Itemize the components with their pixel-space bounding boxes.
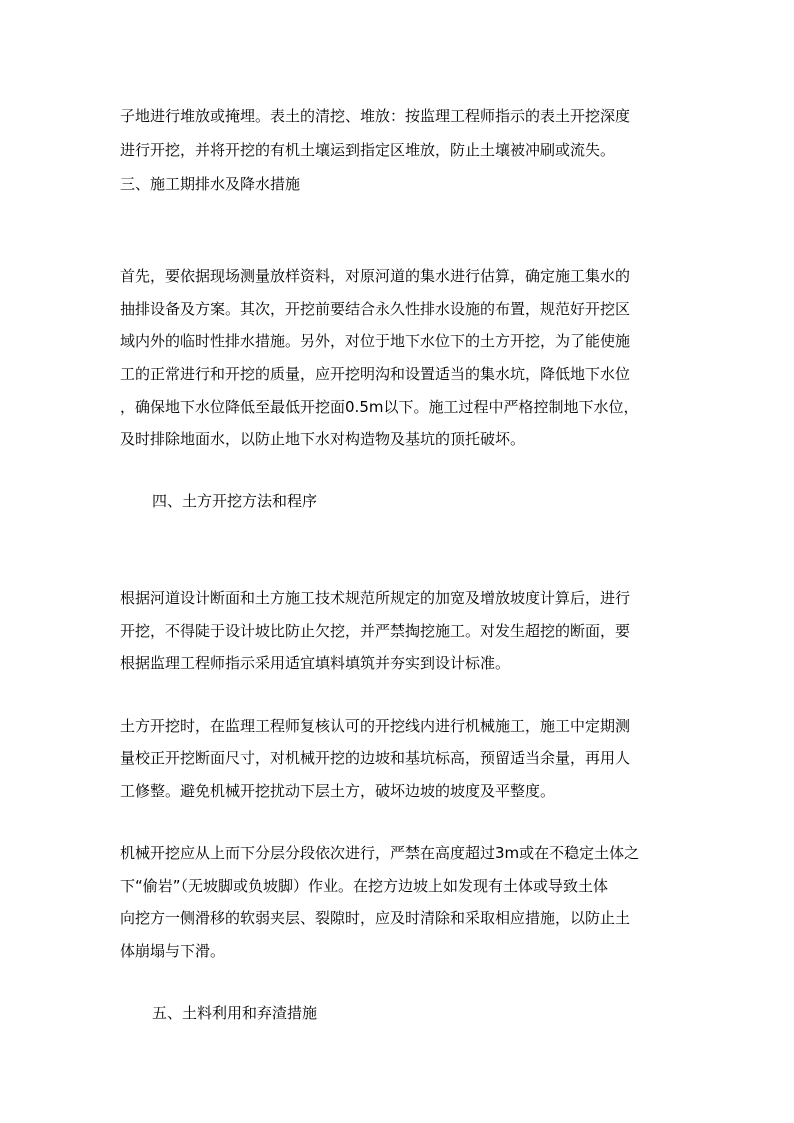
paragraph-line: 根据河道设计断面和土方施工技术规范所规定的加宽及增放坡度计算后，进行 xyxy=(120,589,631,607)
paragraph-line: 下“偷岩”（无坡脚或负坡脚）作业。在挖方边坡上如发现有土体或导致土体 xyxy=(120,877,609,895)
paragraph-line: 工的正常进行和开挖的质量，应开挖明沟和设置适当的集水坑，降低地下水位 xyxy=(120,365,631,383)
paragraph-line: 抽排设备及方案。其次，开挖前要结合永久性排水设施的布置，规范好开挖区 xyxy=(120,300,631,318)
paragraph-line: 域内外的临时性排水措施。另外，对位于地下水位下的土方开挖，为了能使施 xyxy=(120,332,631,350)
paragraph-line: 量校正开挖断面尺寸，对机械开挖的边坡和基坑标高，预留适当余量，再用人 xyxy=(120,749,631,767)
paragraph-line: 根据监理工程师指示采用适宜填料填筑并夯实到设计标准。 xyxy=(120,654,511,672)
paragraph-line: 首先，要依据现场测量放样资料，对原河道的集水进行估算，确定施工集水的 xyxy=(120,267,631,285)
paragraph-line: 土方开挖时，在监理工程师复核认可的开挖线内进行机械施工，施工中定期测 xyxy=(120,717,631,735)
paragraph-line: 体崩塌与下滑。 xyxy=(120,942,226,960)
continuation-line: 进行开挖，并将开挖的有机土壤运到指定区堆放，防止土壤被冲刷或流失。 xyxy=(120,141,616,159)
continuation-line: 子地进行堆放或掩埋。表土的清挖、堆放：按监理工程师指示的表土开挖深度 xyxy=(120,107,631,125)
paragraph-line: 工修整。避免机械开挖扰动下层土方，破坏边坡的坡度及平整度。 xyxy=(120,782,556,800)
section-heading: 三、施工期排水及降水措施 xyxy=(120,175,301,193)
paragraph-line: 及时排除地面水，以防止地下水对构造物及基坑的顶托破坏。 xyxy=(120,430,526,448)
paragraph-line: 机械开挖应从上而下分层分段依次进行，严禁在高度超过3m或在不稳定土体之 xyxy=(120,844,640,862)
paragraph-line: ，确保地下水位降低至最低开挖面0.5m以下。施工过程中严格控制地下水位， xyxy=(120,398,639,416)
section-heading: 五、土料利用和弃渣措施 xyxy=(152,1004,318,1022)
paragraph-line: 向挖方一侧滑移的软弱夹层、裂隙时，应及时清除和采取相应措施，以防止土 xyxy=(120,909,631,927)
paragraph-line: 开挖，不得陡于设计坡比防止欠挖，并严禁掏挖施工。对发生超挖的断面，要 xyxy=(120,622,631,640)
section-heading: 四、土方开挖方法和程序 xyxy=(152,492,318,510)
